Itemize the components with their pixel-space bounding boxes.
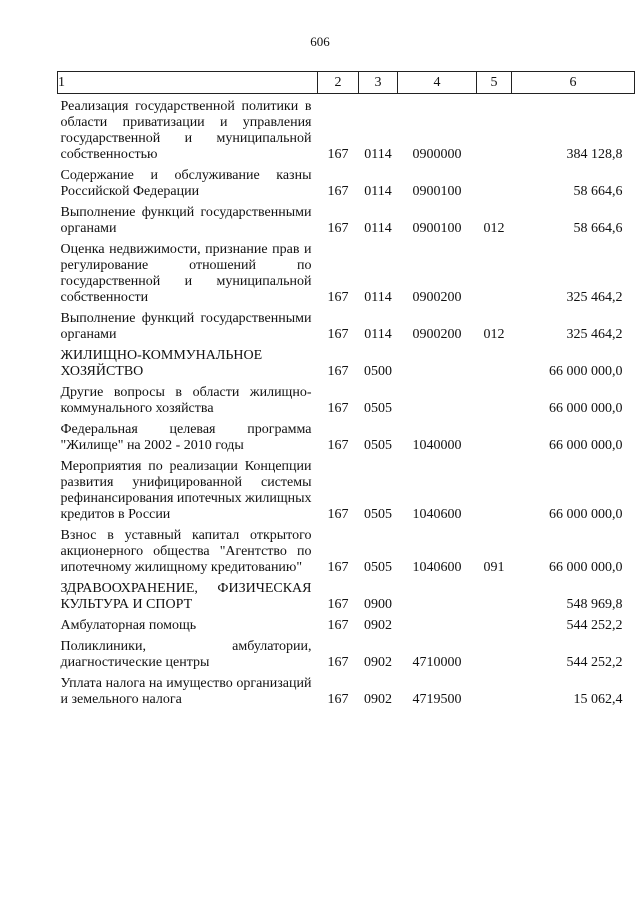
row-col-2: 167 [327,327,349,342]
table-row [58,205,635,242]
table-row [58,385,635,422]
row-col-4: 1040600 [412,507,462,522]
table-row [58,422,635,459]
row-amount: 58 664,6 [573,221,623,236]
row-col-4: 0900200 [412,290,462,305]
row-name: ЖИЛИЩНО-КОММУНАЛЬНОЕ ХОЗЯЙСТВО [60,348,263,379]
row-col-3: 0114 [364,221,392,236]
row-amount: 66 000 000,0 [549,364,623,379]
row-col-2: 167 [327,597,349,612]
row-col-5: 012 [483,221,505,236]
row-amount: 384 128,8 [566,147,623,162]
header-col-2: 2 [318,72,359,94]
row-name: ЗДРАВООХРАНЕНИЕ, ФИЗИЧЕСКАЯ КУЛЬТУРА И СПОРТ [60,581,312,612]
budget-table [57,71,635,713]
row-name: Мероприятия по реализации Концепции развития унифицированной системы рефинансирования ипотечных жилищных кредитов в России [60,459,312,522]
row-col-2: 167 [327,507,349,522]
row-col-5 [477,385,512,422]
row-col-5 [477,618,512,639]
row-col-3: 0902 [364,655,392,670]
row-col-4 [398,348,477,385]
row-col-3: 0500 [364,364,392,379]
row-col-5 [477,459,512,528]
row-amount: 58 664,6 [573,184,623,199]
row-amount: 66 000 000,0 [549,438,623,453]
row-name: Выполнение функций государственными органами [60,205,312,236]
row-amount: 544 252,2 [566,655,623,670]
table-body [58,94,635,714]
table-row [58,618,635,639]
row-name: Федеральная целевая программа "Жилище" на 2002 - 2010 годы [60,422,312,453]
table-row [58,311,635,348]
row-name: Оценка недвижимости, признание прав и регулирование отношений по государственной и муниципальной собственности [60,242,312,305]
row-name: Другие вопросы в области жилищно-коммунального хозяйства [60,385,312,416]
table-row [58,676,635,713]
row-name: Поликлиники, амбулатории, диагностические центры [60,639,312,670]
row-amount: 66 000 000,0 [549,401,623,416]
row-col-2: 167 [327,290,349,305]
row-col-3: 0505 [364,560,392,575]
row-col-5 [477,639,512,676]
row-col-3: 0505 [364,401,392,416]
row-col-5 [477,242,512,311]
row-col-3: 0505 [364,438,392,453]
row-col-2: 167 [327,560,349,575]
row-amount: 325 464,2 [566,327,623,342]
row-name: Уплата налога на имущество организаций и земельного налога [60,676,312,707]
row-col-5 [477,94,512,169]
row-col-2: 167 [327,692,349,707]
table-row [58,168,635,205]
table-row [58,459,635,528]
row-name: Амбулаторная помощь [60,618,197,633]
header-row [58,72,635,94]
row-col-5 [477,168,512,205]
table-row [58,348,635,385]
row-col-3: 0902 [364,618,392,633]
row-col-5 [477,422,512,459]
row-name: Взнос в уставный капитал открытого акционерного общества "Агентство по ипотечному жилищному кредитованию" [60,528,312,575]
row-col-4: 0900100 [412,221,462,236]
row-col-4: 0900200 [412,327,462,342]
row-col-3: 0114 [364,327,392,342]
row-col-2: 167 [327,618,349,633]
row-amount: 15 062,4 [573,692,623,707]
row-col-2: 167 [327,655,349,670]
row-col-5: 012 [483,327,505,342]
row-amount: 544 252,2 [566,618,623,633]
row-col-3: 0114 [364,184,392,199]
row-col-4: 4710000 [412,655,462,670]
row-col-3: 0114 [364,290,392,305]
header-col-3: 3 [359,72,398,94]
row-col-2: 167 [327,147,349,162]
table-row [58,94,635,169]
row-col-2: 167 [327,221,349,236]
row-col-5: 091 [483,560,505,575]
row-amount: 325 464,2 [566,290,623,305]
row-col-2: 167 [327,184,349,199]
header-col-6: 6 [512,72,635,94]
row-amount: 66 000 000,0 [549,560,623,575]
row-col-3: 0900 [364,597,392,612]
row-col-2: 167 [327,364,349,379]
row-col-3: 0114 [364,147,392,162]
header-col-4: 4 [398,72,477,94]
row-col-3: 0902 [364,692,392,707]
table-row [58,581,635,618]
row-col-2: 167 [327,401,349,416]
header-col-1: 1 [58,72,318,94]
header-col-5: 5 [477,72,512,94]
row-name: Выполнение функций государственными органами [60,311,312,342]
row-name: Содержание и обслуживание казны Российской Федерации [60,168,312,199]
row-col-2: 167 [327,438,349,453]
row-amount: 66 000 000,0 [549,507,623,522]
row-col-5 [477,676,512,713]
row-col-4: 1040600 [412,560,462,575]
table-row [58,242,635,311]
row-col-4: 0900100 [412,184,462,199]
row-col-4 [398,385,477,422]
row-col-4 [398,581,477,618]
row-col-5 [477,348,512,385]
table-row [58,528,635,581]
row-col-4: 1040000 [412,438,462,453]
row-col-5 [477,581,512,618]
row-col-4 [398,618,477,639]
row-name: Реализация государственной политики в области приватизации и управления государственной и муниципальной собственностью [60,99,312,162]
row-col-4: 0900000 [412,147,462,162]
table-row [58,639,635,676]
row-amount: 548 969,8 [566,597,623,612]
row-col-3: 0505 [364,507,392,522]
row-col-4: 4719500 [412,692,462,707]
page-number: 606 [310,34,330,49]
